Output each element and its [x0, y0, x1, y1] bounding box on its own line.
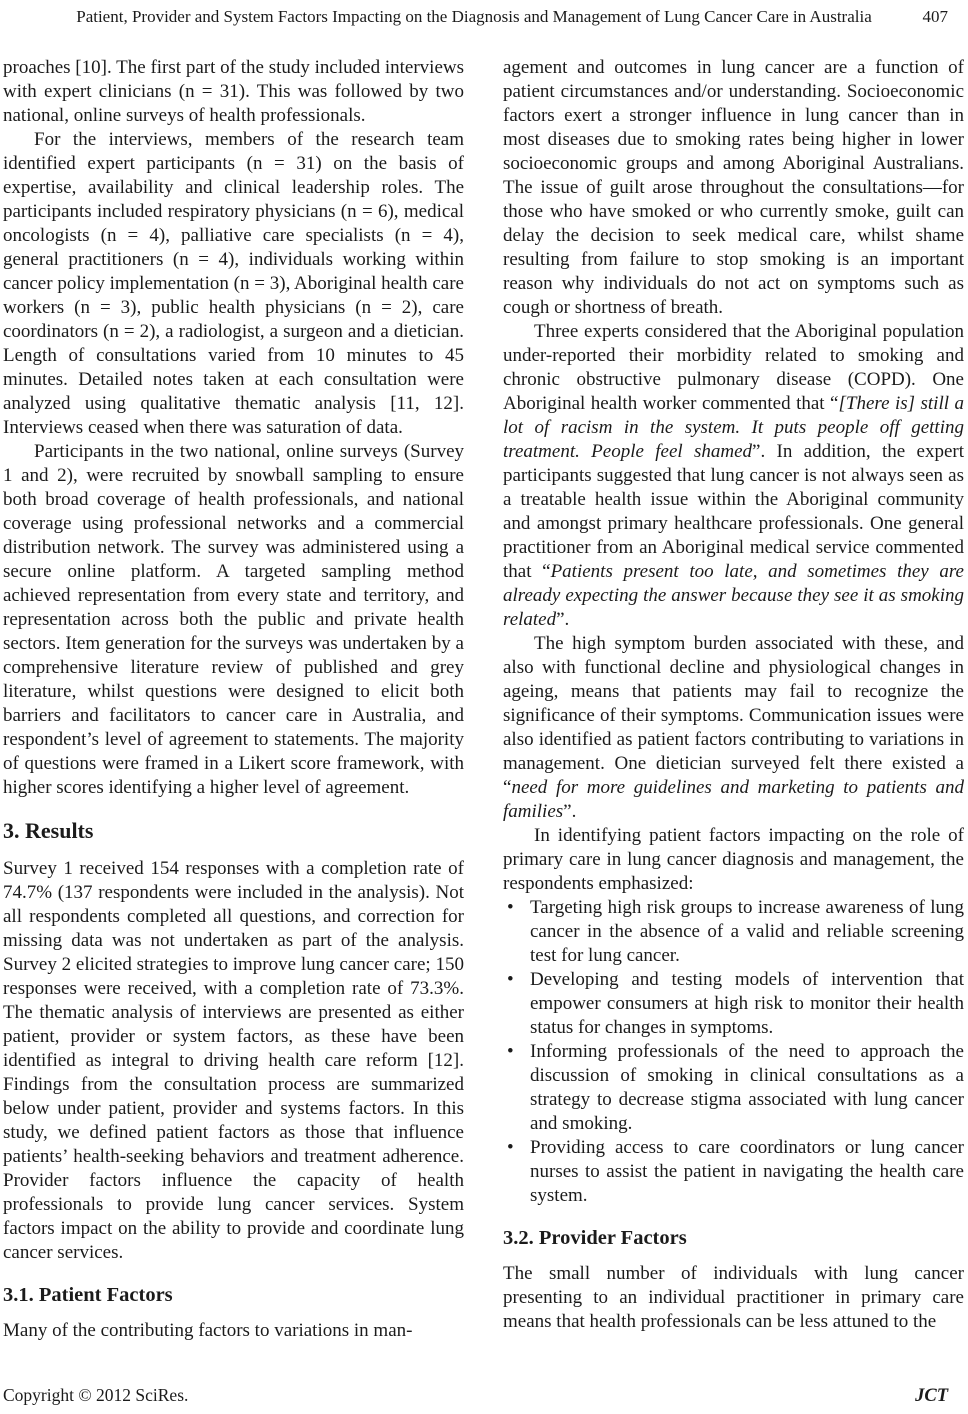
running-header: [0, 7, 968, 33]
paragraph-text: Three experts considered that the Aboriginal population under-reported their morbidity related to smoking and chronic obstructive pulmonary disease (COPD). One Aboriginal health worker commented that “: [503, 321, 964, 414]
paragraph-text: ”.: [556, 609, 570, 630]
page-body: [3, 56, 964, 1352]
paragraph: The small number of individuals with lung cancer presenting to an individual practitioner in primary care means that health professionals can be less attuned to the: [503, 1263, 964, 1332]
paragraph: Survey 1 received 154 responses with a completion rate of 74.7% (137 respondents were included in the analysis). Not all respondents completed all questions, and correction for missing data was not undertaken as part of the analysis. Survey 2 elicited strategies to improve lung cancer care; 150 responses were received, with a completion rate of 73.3%. The thematic analysis of interviews are presented as either patient, provider or system factors, as these have been identified as integral to driving health care reform [12]. Findings from the consultation process are summarized below under patient, provider and systems factors. In this study, we defined patient factors as those that influence patients’ health-seeking behaviors and treatment adherence. Provider factors influence the capacity of health professionals to provide lung cancer services. System factors impact on the ability to provide and coordinate lung cancer services.: [3, 858, 464, 1263]
quotation: Patients present too late, and sometimes they are already expecting the answer because they see it as smoking related: [503, 561, 964, 630]
list-item: [503, 1040, 964, 1136]
journal-abbreviation: JCT: [915, 1386, 948, 1406]
bullet-icon: [507, 1136, 514, 1160]
bullet-icon: [507, 1040, 514, 1064]
list-item-text: Developing and testing models of intervention that empower consumers at high risk to monitor their health status for changes in symptoms.: [530, 969, 964, 1038]
bullet-icon: [507, 968, 514, 992]
list-item-text: Targeting high risk groups to increase awareness of lung cancer in the absence of a valid and reliable screening test for lung cancer.: [530, 897, 964, 966]
quotation: [There is] still a lot of racism in the system. It puts people off getting treatment. People feel shamed: [503, 393, 964, 462]
paragraph: Participants in the two national, online surveys (Survey 1 and 2), were recruited by snowball sampling to ensure both broad coverage of health professionals, and national coverage using professional networks and a commercial distribution network. The survey was administered using a secure online platform. A targeted sampling method achieved representation from every state and territory, and representation across both the public and private health sectors. Item generation for the surveys was undertaken by a comprehensive literature review of published and grey literature, whilst questions were designed to elicit both barriers and facilitators to cancer care in Australia, and respondent’s level of agreement to statements. The majority of questions were framed in a Likert score framework, with higher scores identifying a higher level of agreement.: [3, 441, 464, 798]
running-title: Patient, Provider and System Factors Impacting on the Diagnosis and Management of Lung Cancer Care in Australia: [76, 7, 872, 26]
bullet-icon: [507, 896, 514, 920]
paragraph: Many of the contributing factors to variations in man-: [3, 1320, 413, 1341]
page-number: 407: [922, 7, 948, 26]
list-item: [503, 896, 964, 968]
list-item-text: Informing professionals of the need to approach the discussion of smoking in clinical consultations as a strategy to decrease stigma associated with lung cancer and smoking.: [530, 1041, 964, 1134]
paragraph-text: The high symptom burden associated with these, and also with functional decline and physiological changes in ageing, means that patients may fail to recognize the significance of their symptoms. Communication issues were also identified as patient factors contributing to variations in management. One dietician surveyed felt there existed a “: [503, 633, 964, 798]
paragraph: In identifying patient factors impacting on the role of primary care in lung cancer diagnosis and management, the respondents emphasized:: [503, 825, 964, 894]
paragraph-text: ”.: [563, 801, 577, 822]
page-footer: [3, 1385, 948, 1407]
paragraph: agement and outcomes in lung cancer are a function of patient circumstances and/or understanding. Socioeconomic factors exert a stronger influence in lung cancer than in most diseases due to smoking rates being higher in lower socioeconomic groups and among Aboriginal Australians. The issue of guilt arose throughout the consultations—for those who have smoked or who currently smoke, guilt can delay the decision to seek medical care, whilst shame resulting from failure to stop smoking is an important reason why individuals do not act on symptoms such as cough or shortness of breath.: [503, 57, 964, 318]
paragraph: [503, 320, 964, 632]
list-item-text: Providing access to care coordinators or lung cancer nurses to assist the patient in navigating the health care system.: [530, 1137, 964, 1206]
list-item: [503, 1136, 964, 1208]
right-column: [503, 56, 964, 1352]
bullet-list: [503, 896, 964, 1208]
paragraph-text: ”. In addition, the expert participants suggested that lung cancer is not always seen as a treatable health issue within the Aboriginal community and amongst primary healthcare professionals. One general practitioner from an Aboriginal medical service commented that “: [503, 441, 964, 582]
quotation: need for more guidelines and marketing to patients and families: [503, 777, 964, 822]
paragraph: proaches [10]. The first part of the study included interviews with expert clinicians (n = 31). This was followed by two national, online surveys of health professionals.: [3, 57, 464, 126]
left-column: [3, 56, 464, 1352]
paragraph: For the interviews, members of the research team identified expert participants (n = 31) on the basis of expertise, availability and clinical leadership roles. The participants included respiratory physicians (n = 6), medical oncologists (n = 4), palliative care specialists (n = 4), general practitioners (n = 4), individuals working within cancer policy implementation (n = 3), Aboriginal health care workers (n = 3), public health physicians (n = 2), care coordinators (n = 2), a radiologist, a surgeon and a dietician. Length of consultations varied from 10 minutes to 45 minutes. Detailed notes taken at each consultation were analyzed using qualitative thematic analysis [11, 12]. Interviews ceased when there was saturation of data.: [3, 129, 464, 438]
paragraph: [503, 632, 964, 824]
copyright-notice: Copyright © 2012 SciRes.: [3, 1385, 189, 1405]
section-heading-patient-factors: 3.1. Patient Factors: [3, 1284, 173, 1306]
list-item: [503, 968, 964, 1040]
section-heading-provider-factors: 3.2. Provider Factors: [503, 1227, 687, 1249]
section-heading-results: 3. Results: [3, 818, 94, 843]
